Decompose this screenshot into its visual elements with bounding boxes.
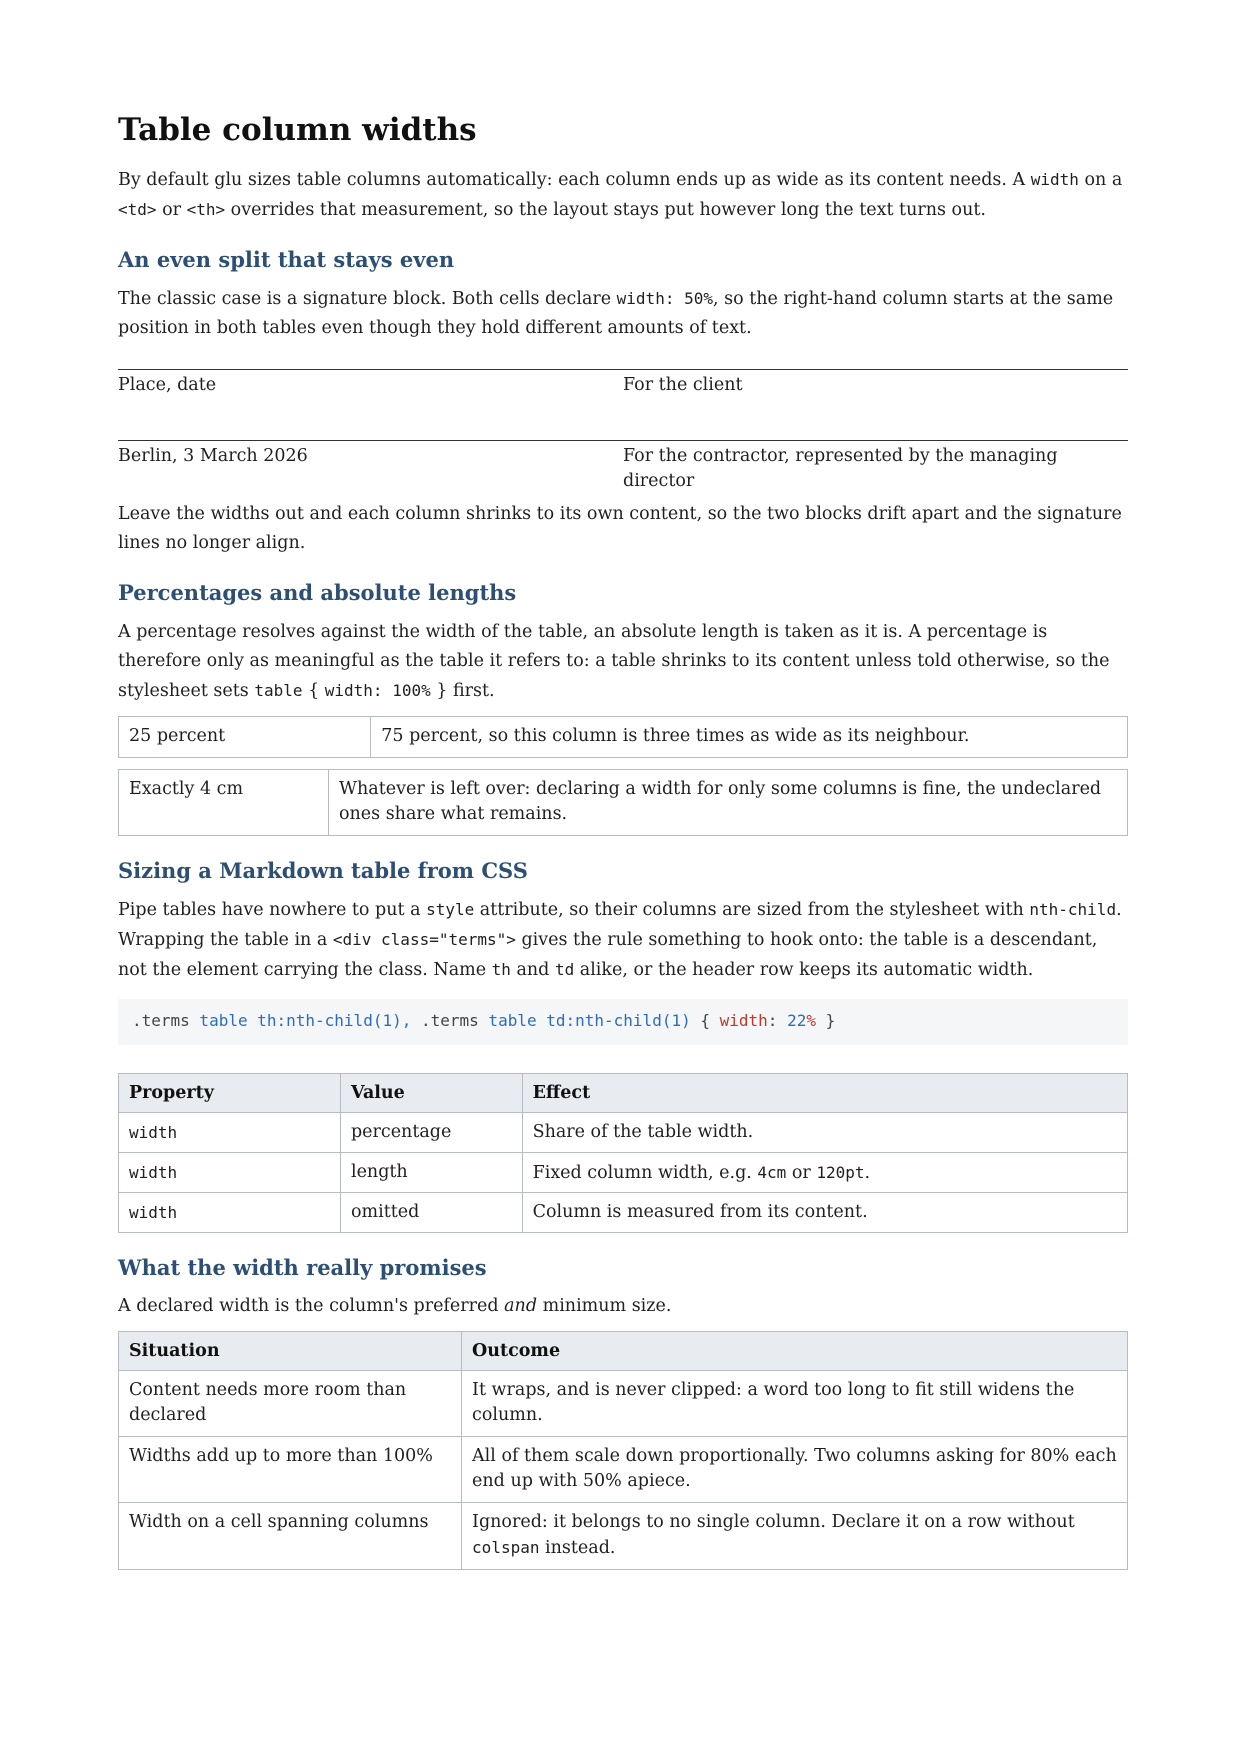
table-cell: 75 percent, so this column is three times as wide as its neighbour.	[371, 716, 1128, 757]
table-cell: All of them scale down proportionally. Two columns asking for 80% each end up with 50% apiece.	[462, 1436, 1128, 1502]
table-header-cell: Effect	[522, 1073, 1127, 1112]
inline-code: <th>	[186, 200, 226, 220]
table-row	[119, 1370, 1128, 1436]
inline-code: width: 100%	[324, 680, 431, 700]
inline-code: width	[129, 1162, 178, 1182]
section3-paragraph	[118, 895, 1128, 985]
inline-code: 120pt	[816, 1162, 865, 1182]
percent-table	[118, 716, 1128, 758]
inline-code: style	[426, 899, 475, 919]
paragraph-text: alike, or the header row keeps its automatic width.	[574, 959, 1034, 980]
cell-text: or	[786, 1162, 817, 1183]
inline-code: nth-child	[1029, 899, 1117, 919]
inline-code: colspan	[472, 1537, 540, 1557]
paragraph-text: {	[302, 680, 325, 701]
inline-code: width	[129, 1202, 178, 1222]
intro-paragraph	[118, 165, 1128, 225]
table-row	[119, 1192, 1128, 1232]
signature-cell-right: For the contractor, represented by the managing director	[623, 441, 1128, 495]
table-row	[119, 1436, 1128, 1502]
table-cell	[462, 1502, 1128, 1569]
css-code-block	[118, 999, 1128, 1045]
paragraph-text: gives the rule something to hook onto: the table is a descendant, not the element carrying the class. Name	[118, 929, 1098, 980]
section-heading-promises: What the width really promises	[118, 1254, 487, 1280]
section-heading-even-split: An even split that stays even	[118, 247, 455, 273]
page-title: Table column widths	[118, 112, 477, 148]
table-cell: Exactly 4 cm	[119, 769, 329, 835]
code-token: table th:nth-child(1),	[189, 1010, 412, 1030]
table-header-row	[119, 1073, 1128, 1112]
signature-table-2	[118, 440, 1128, 494]
section2-paragraph	[118, 618, 1128, 706]
table-cell	[119, 1192, 341, 1232]
code-token: width	[719, 1010, 768, 1030]
inline-code: <div class="terms">	[332, 929, 516, 949]
table-cell: Widths add up to more than 100%	[119, 1436, 462, 1502]
table-row	[119, 1152, 1128, 1192]
table-cell	[119, 1152, 341, 1192]
inline-code: 4cm	[757, 1162, 787, 1182]
paragraph-text: The classic case is a signature block. Both cells declare	[118, 289, 617, 310]
inline-code: td	[554, 959, 575, 979]
code-token: }	[815, 1010, 836, 1030]
table-cell: It wraps, and is never clipped: a word too long to fit still widens the column.	[462, 1370, 1128, 1436]
inline-code: table	[254, 680, 303, 700]
section-heading-percentages: Percentages and absolute lengths	[118, 580, 517, 606]
paragraph-text: attribute, so their columns are sized from the stylesheet with	[474, 899, 1030, 920]
inline-code: width	[129, 1122, 178, 1142]
intro-text: By default glu sizes table columns automatically: each column ends up as wide as its content needs. A	[118, 170, 1031, 191]
inline-code: width	[1030, 170, 1079, 190]
intro-text: or	[156, 200, 187, 221]
absolute-length-table	[118, 769, 1128, 836]
code-token: 22	[787, 1010, 807, 1030]
paragraph-text: and	[510, 959, 555, 980]
table-cell: omitted	[340, 1192, 522, 1232]
signature-cell-left: Place, date	[118, 370, 623, 399]
table-cell: 25 percent	[119, 716, 371, 757]
code-token: table td:nth-child(1)	[478, 1010, 691, 1030]
table-cell	[522, 1152, 1127, 1192]
table-cell: Content needs more room than declared	[119, 1370, 462, 1436]
code-token: .terms	[132, 1010, 190, 1030]
section-heading-markdown: Sizing a Markdown table from CSS	[118, 857, 528, 883]
property-table	[118, 1073, 1128, 1233]
code-token: %	[806, 1010, 816, 1030]
paragraph-text: . Wrapping the table in a	[118, 899, 1122, 950]
inline-code: width: 50%	[616, 289, 713, 309]
section1-paragraph-2: Leave the widths out and each column shrinks to its own content, so the two blocks drift apart and the signature lines no longer align.	[118, 504, 1122, 554]
paragraph-text: Pipe tables have nowhere to put a	[118, 899, 427, 920]
paragraph-text: minimum size.	[537, 1295, 672, 1316]
table-cell: Width on a cell spanning columns	[119, 1502, 462, 1569]
code-token: :	[767, 1010, 788, 1030]
table-row	[119, 1502, 1128, 1569]
table-header-cell: Property	[119, 1073, 341, 1112]
paragraph-text: A declared width is the column's preferred	[118, 1295, 505, 1316]
table-header-cell: Outcome	[462, 1331, 1128, 1370]
paragraph-text: , so the right-hand column starts at the same position in both tables even though they hold different amounts of text.	[118, 289, 1114, 339]
intro-text: overrides that measurement, so the layout stays put however long the text turns out.	[225, 200, 986, 221]
table-cell: percentage	[340, 1112, 522, 1152]
signature-cell-left: Berlin, 3 March 2026	[118, 441, 623, 495]
table-header-cell: Value	[340, 1073, 522, 1112]
section4-paragraph	[118, 1292, 1128, 1321]
table-cell	[119, 1112, 341, 1152]
document-page	[118, 112, 1128, 1582]
code-token: {	[690, 1010, 720, 1030]
section1-paragraph	[118, 284, 1128, 343]
paragraph-text: } first.	[430, 680, 495, 701]
intro-text: on a	[1078, 170, 1123, 191]
paragraph-text: A percentage resolves against the width of the table, an absolute length is taken as it is. A percentage is therefore only as meaningful as the table it refers to: a table shrinks to its content unless told otherwise, so the stylesheet sets	[118, 621, 1110, 701]
cell-text: .	[864, 1162, 871, 1183]
signature-cell-right: For the client	[623, 370, 1128, 399]
inline-code: th	[491, 959, 511, 979]
inline-code: <td>	[118, 200, 157, 220]
signature-table-1	[118, 369, 1128, 398]
cell-text: instead.	[539, 1537, 616, 1558]
table-cell: Column is measured from its content.	[522, 1192, 1127, 1232]
table-header-cell: Situation	[119, 1331, 462, 1370]
table-cell: Share of the table width.	[522, 1112, 1127, 1152]
table-header-row	[119, 1331, 1128, 1370]
situation-table	[118, 1331, 1128, 1570]
table-row	[119, 1112, 1128, 1152]
table-cell: length	[340, 1152, 522, 1192]
cell-text: Fixed column width, e.g.	[532, 1162, 758, 1183]
code-token: .terms	[411, 1010, 479, 1030]
cell-text: Ignored: it belongs to no single column. Declare it on a row without	[472, 1511, 1075, 1532]
emphasis-text: and	[504, 1295, 538, 1316]
table-cell: Whatever is left over: declaring a width for only some columns is fine, the undeclared ones share what remains.	[329, 769, 1128, 835]
